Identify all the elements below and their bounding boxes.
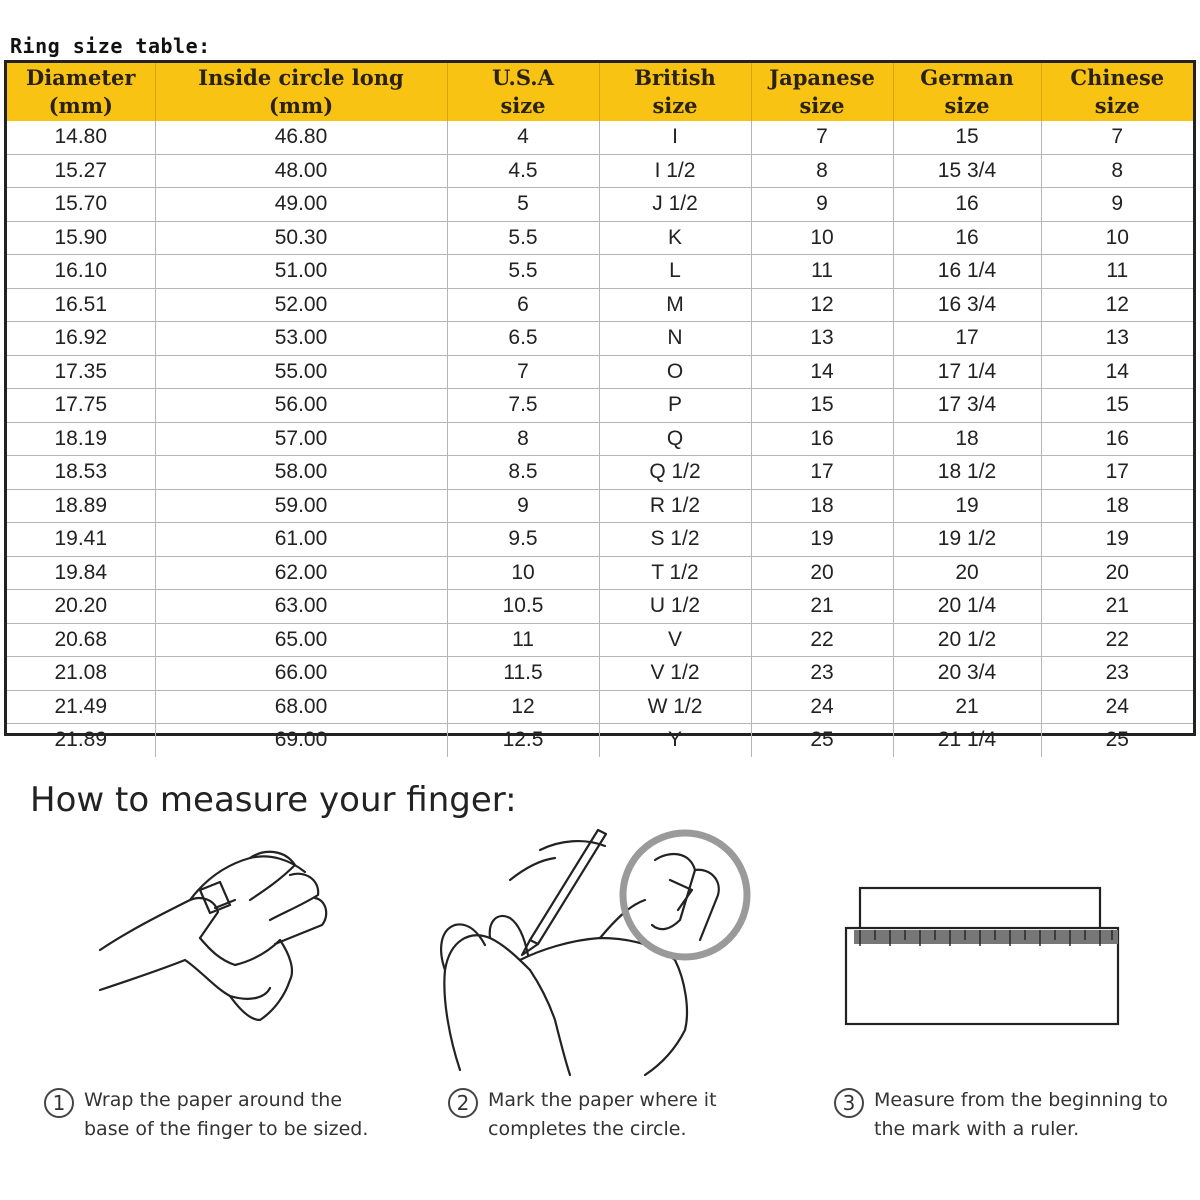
step-number-icon: 1 (44, 1088, 74, 1118)
cell-inside-circle: 55.00 (155, 355, 447, 389)
column-header-diameter: Diameter (mm) (7, 63, 155, 121)
cell-chinese: 11 (1041, 255, 1193, 289)
cell-british: V 1/2 (599, 657, 751, 691)
cell-japanese: 12 (751, 288, 893, 322)
cell-british: T 1/2 (599, 556, 751, 590)
table-row (7, 456, 1193, 490)
cell-inside-circle: 65.00 (155, 623, 447, 657)
cell-inside-circle: 61.00 (155, 523, 447, 557)
cell-inside-circle: 69.00 (155, 724, 447, 757)
cell-japanese: 14 (751, 355, 893, 389)
cell-german: 16 (893, 188, 1041, 222)
cell-chinese: 20 (1041, 556, 1193, 590)
cell-british: J 1/2 (599, 188, 751, 222)
cell-german: 21 (893, 690, 1041, 724)
cell-inside-circle: 51.00 (155, 255, 447, 289)
cell-japanese: 9 (751, 188, 893, 222)
cell-usa: 10.5 (447, 590, 599, 624)
cell-usa: 5.5 (447, 221, 599, 255)
cell-diameter: 18.89 (7, 489, 155, 523)
table-row (7, 523, 1193, 557)
cell-usa: 6 (447, 288, 599, 322)
cell-usa: 9 (447, 489, 599, 523)
ring-size-table (4, 60, 1196, 752)
cell-diameter: 20.68 (7, 623, 155, 657)
cell-diameter: 17.75 (7, 389, 155, 423)
table-body (7, 121, 1193, 757)
cell-british: N (599, 322, 751, 356)
cell-german: 19 (893, 489, 1041, 523)
cell-inside-circle: 48.00 (155, 154, 447, 188)
cell-inside-circle: 52.00 (155, 288, 447, 322)
column-header-japanese: Japanese size (751, 63, 893, 121)
cell-chinese: 17 (1041, 456, 1193, 490)
cell-german: 20 1/4 (893, 590, 1041, 624)
cell-chinese: 12 (1041, 288, 1193, 322)
cell-british: W 1/2 (599, 690, 751, 724)
cell-german: 18 (893, 422, 1041, 456)
cell-inside-circle: 57.00 (155, 422, 447, 456)
step-3 (834, 1086, 1168, 1144)
cell-chinese: 23 (1041, 657, 1193, 691)
cell-german: 16 (893, 221, 1041, 255)
cell-inside-circle: 49.00 (155, 188, 447, 222)
table-row (7, 389, 1193, 423)
cell-british: U 1/2 (599, 590, 751, 624)
cell-inside-circle: 59.00 (155, 489, 447, 523)
cell-usa: 6.5 (447, 322, 599, 356)
cell-usa: 7.5 (447, 389, 599, 423)
cell-chinese: 18 (1041, 489, 1193, 523)
cell-japanese: 24 (751, 690, 893, 724)
cell-british: I (599, 121, 751, 154)
cell-british: I 1/2 (599, 154, 751, 188)
cell-chinese: 9 (1041, 188, 1193, 222)
cell-inside-circle: 58.00 (155, 456, 447, 490)
cell-japanese: 25 (751, 724, 893, 757)
table-row (7, 322, 1193, 356)
cell-german: 21 1/4 (893, 724, 1041, 757)
cell-diameter: 16.10 (7, 255, 155, 289)
step-text: Wrap the paper around the base of the finger to be sized. (84, 1089, 369, 1140)
cell-japanese: 23 (751, 657, 893, 691)
pen-mark-illustration (430, 820, 770, 1080)
column-header-british: British size (599, 63, 751, 121)
step-text: Measure from the beginning to the mark with a ruler. (874, 1089, 1168, 1140)
cell-diameter: 21.49 (7, 690, 155, 724)
cell-inside-circle: 50.30 (155, 221, 447, 255)
table-row (7, 121, 1193, 154)
table-row (7, 288, 1193, 322)
cell-inside-circle: 53.00 (155, 322, 447, 356)
table-row (7, 154, 1193, 188)
cell-german: 17 (893, 322, 1041, 356)
cell-british: Q 1/2 (599, 456, 751, 490)
cell-diameter: 14.80 (7, 121, 155, 154)
cell-usa: 5 (447, 188, 599, 222)
cell-chinese: 13 (1041, 322, 1193, 356)
cell-japanese: 17 (751, 456, 893, 490)
table-header-row (7, 63, 1193, 121)
table-row (7, 355, 1193, 389)
cell-german: 17 3/4 (893, 389, 1041, 423)
table-row (7, 724, 1193, 757)
cell-diameter: 16.92 (7, 322, 155, 356)
cell-usa: 12.5 (447, 724, 599, 757)
cell-usa: 12 (447, 690, 599, 724)
cell-british: Q (599, 422, 751, 456)
cell-diameter: 19.84 (7, 556, 155, 590)
cell-diameter: 15.27 (7, 154, 155, 188)
table-row (7, 255, 1193, 289)
cell-british: K (599, 221, 751, 255)
cell-japanese: 18 (751, 489, 893, 523)
cell-chinese: 19 (1041, 523, 1193, 557)
cell-usa: 11.5 (447, 657, 599, 691)
cell-british: Y (599, 724, 751, 757)
cell-japanese: 16 (751, 422, 893, 456)
cell-chinese: 25 (1105, 728, 1129, 752)
cell-german: 16 3/4 (893, 288, 1041, 322)
cell-diameter: 19.41 (7, 523, 155, 557)
cell-japanese: 22 (751, 623, 893, 657)
cell-german: 20 1/2 (893, 623, 1041, 657)
column-header-inside-circle: Inside circle long (mm) (155, 63, 447, 121)
step-2 (448, 1086, 717, 1144)
cell-german: 18 1/2 (893, 456, 1041, 490)
cell-japanese: 8 (751, 154, 893, 188)
cell-diameter: 18.53 (7, 456, 155, 490)
cell-british: O (599, 355, 751, 389)
cell-chinese: 14 (1041, 355, 1193, 389)
cell-german: 15 (893, 121, 1041, 154)
cell-british: L (599, 255, 751, 289)
cell-diameter: 16.51 (7, 288, 155, 322)
cell-usa: 4 (447, 121, 599, 154)
cell-diameter: 15.90 (7, 221, 155, 255)
step-number-icon: 2 (448, 1088, 478, 1118)
cell-usa: 11 (447, 623, 599, 657)
cell-japanese: 20 (751, 556, 893, 590)
table-row (7, 657, 1193, 691)
step-text: Mark the paper where it completes the circle. (488, 1089, 717, 1140)
cell-usa: 5.5 (447, 255, 599, 289)
cell-japanese: 15 (751, 389, 893, 423)
cell-diameter: 15.70 (7, 188, 155, 222)
cell-usa: 7 (447, 355, 599, 389)
cell-diameter: 18.19 (7, 422, 155, 456)
cell-chinese: 10 (1041, 221, 1193, 255)
cell-german: 16 1/4 (893, 255, 1041, 289)
cell-diameter: 17.35 (7, 355, 155, 389)
table-row (7, 422, 1193, 456)
cell-british: M (599, 288, 751, 322)
cell-german: 19 1/2 (893, 523, 1041, 557)
table-row (7, 489, 1193, 523)
table-row (7, 556, 1193, 590)
cell-japanese: 11 (751, 255, 893, 289)
hand-wrap-illustration (90, 820, 340, 1080)
cell-diameter: 21.89 (7, 724, 155, 757)
cell-chinese: 8 (1041, 154, 1193, 188)
how-to-measure-title: How to measure your finger: (30, 780, 517, 820)
cell-usa: 8 (447, 422, 599, 456)
cell-chinese: 7 (1041, 121, 1193, 154)
cell-german: 20 (893, 556, 1041, 590)
cell-chinese: 16 (1041, 422, 1193, 456)
cell-inside-circle: 68.00 (155, 690, 447, 724)
cell-usa: 8.5 (447, 456, 599, 490)
table-row (7, 690, 1193, 724)
table-row (7, 188, 1193, 222)
cell-inside-circle: 46.80 (155, 121, 447, 154)
cell-inside-circle: 66.00 (155, 657, 447, 691)
cell-diameter: 20.20 (7, 590, 155, 624)
cell-inside-circle: 62.00 (155, 556, 447, 590)
cell-german: 17 1/4 (893, 355, 1041, 389)
cell-british: P (599, 389, 751, 423)
table-row (7, 623, 1193, 657)
cell-usa: 9.5 (447, 523, 599, 557)
cell-japanese: 13 (751, 322, 893, 356)
cell-british: S 1/2 (599, 523, 751, 557)
cell-german: 20 3/4 (893, 657, 1041, 691)
cell-british: V (599, 623, 751, 657)
column-header-chinese: Chinese size (1070, 65, 1165, 118)
cell-usa: 4.5 (447, 154, 599, 188)
column-header-german: German size (893, 63, 1041, 121)
ruler-illustration (840, 880, 1130, 1030)
table-title: Ring size table: (10, 34, 211, 58)
column-header-usa: U.S.A size (447, 63, 599, 121)
cell-diameter: 21.08 (7, 657, 155, 691)
cell-japanese: 10 (751, 221, 893, 255)
step-number-icon: 3 (834, 1088, 864, 1118)
cell-japanese: 7 (751, 121, 893, 154)
cell-chinese: 21 (1041, 590, 1193, 624)
cell-chinese: 22 (1041, 623, 1193, 657)
cell-usa: 10 (447, 556, 599, 590)
table-row (7, 221, 1193, 255)
cell-inside-circle: 63.00 (155, 590, 447, 624)
cell-inside-circle: 56.00 (155, 389, 447, 423)
cell-british: R 1/2 (599, 489, 751, 523)
table-row (7, 590, 1193, 624)
cell-japanese: 19 (751, 523, 893, 557)
cell-chinese: 24 (1041, 690, 1193, 724)
cell-german: 15 3/4 (893, 154, 1041, 188)
cell-chinese: 15 (1041, 389, 1193, 423)
step-1 (44, 1086, 368, 1144)
cell-japanese: 21 (751, 590, 893, 624)
